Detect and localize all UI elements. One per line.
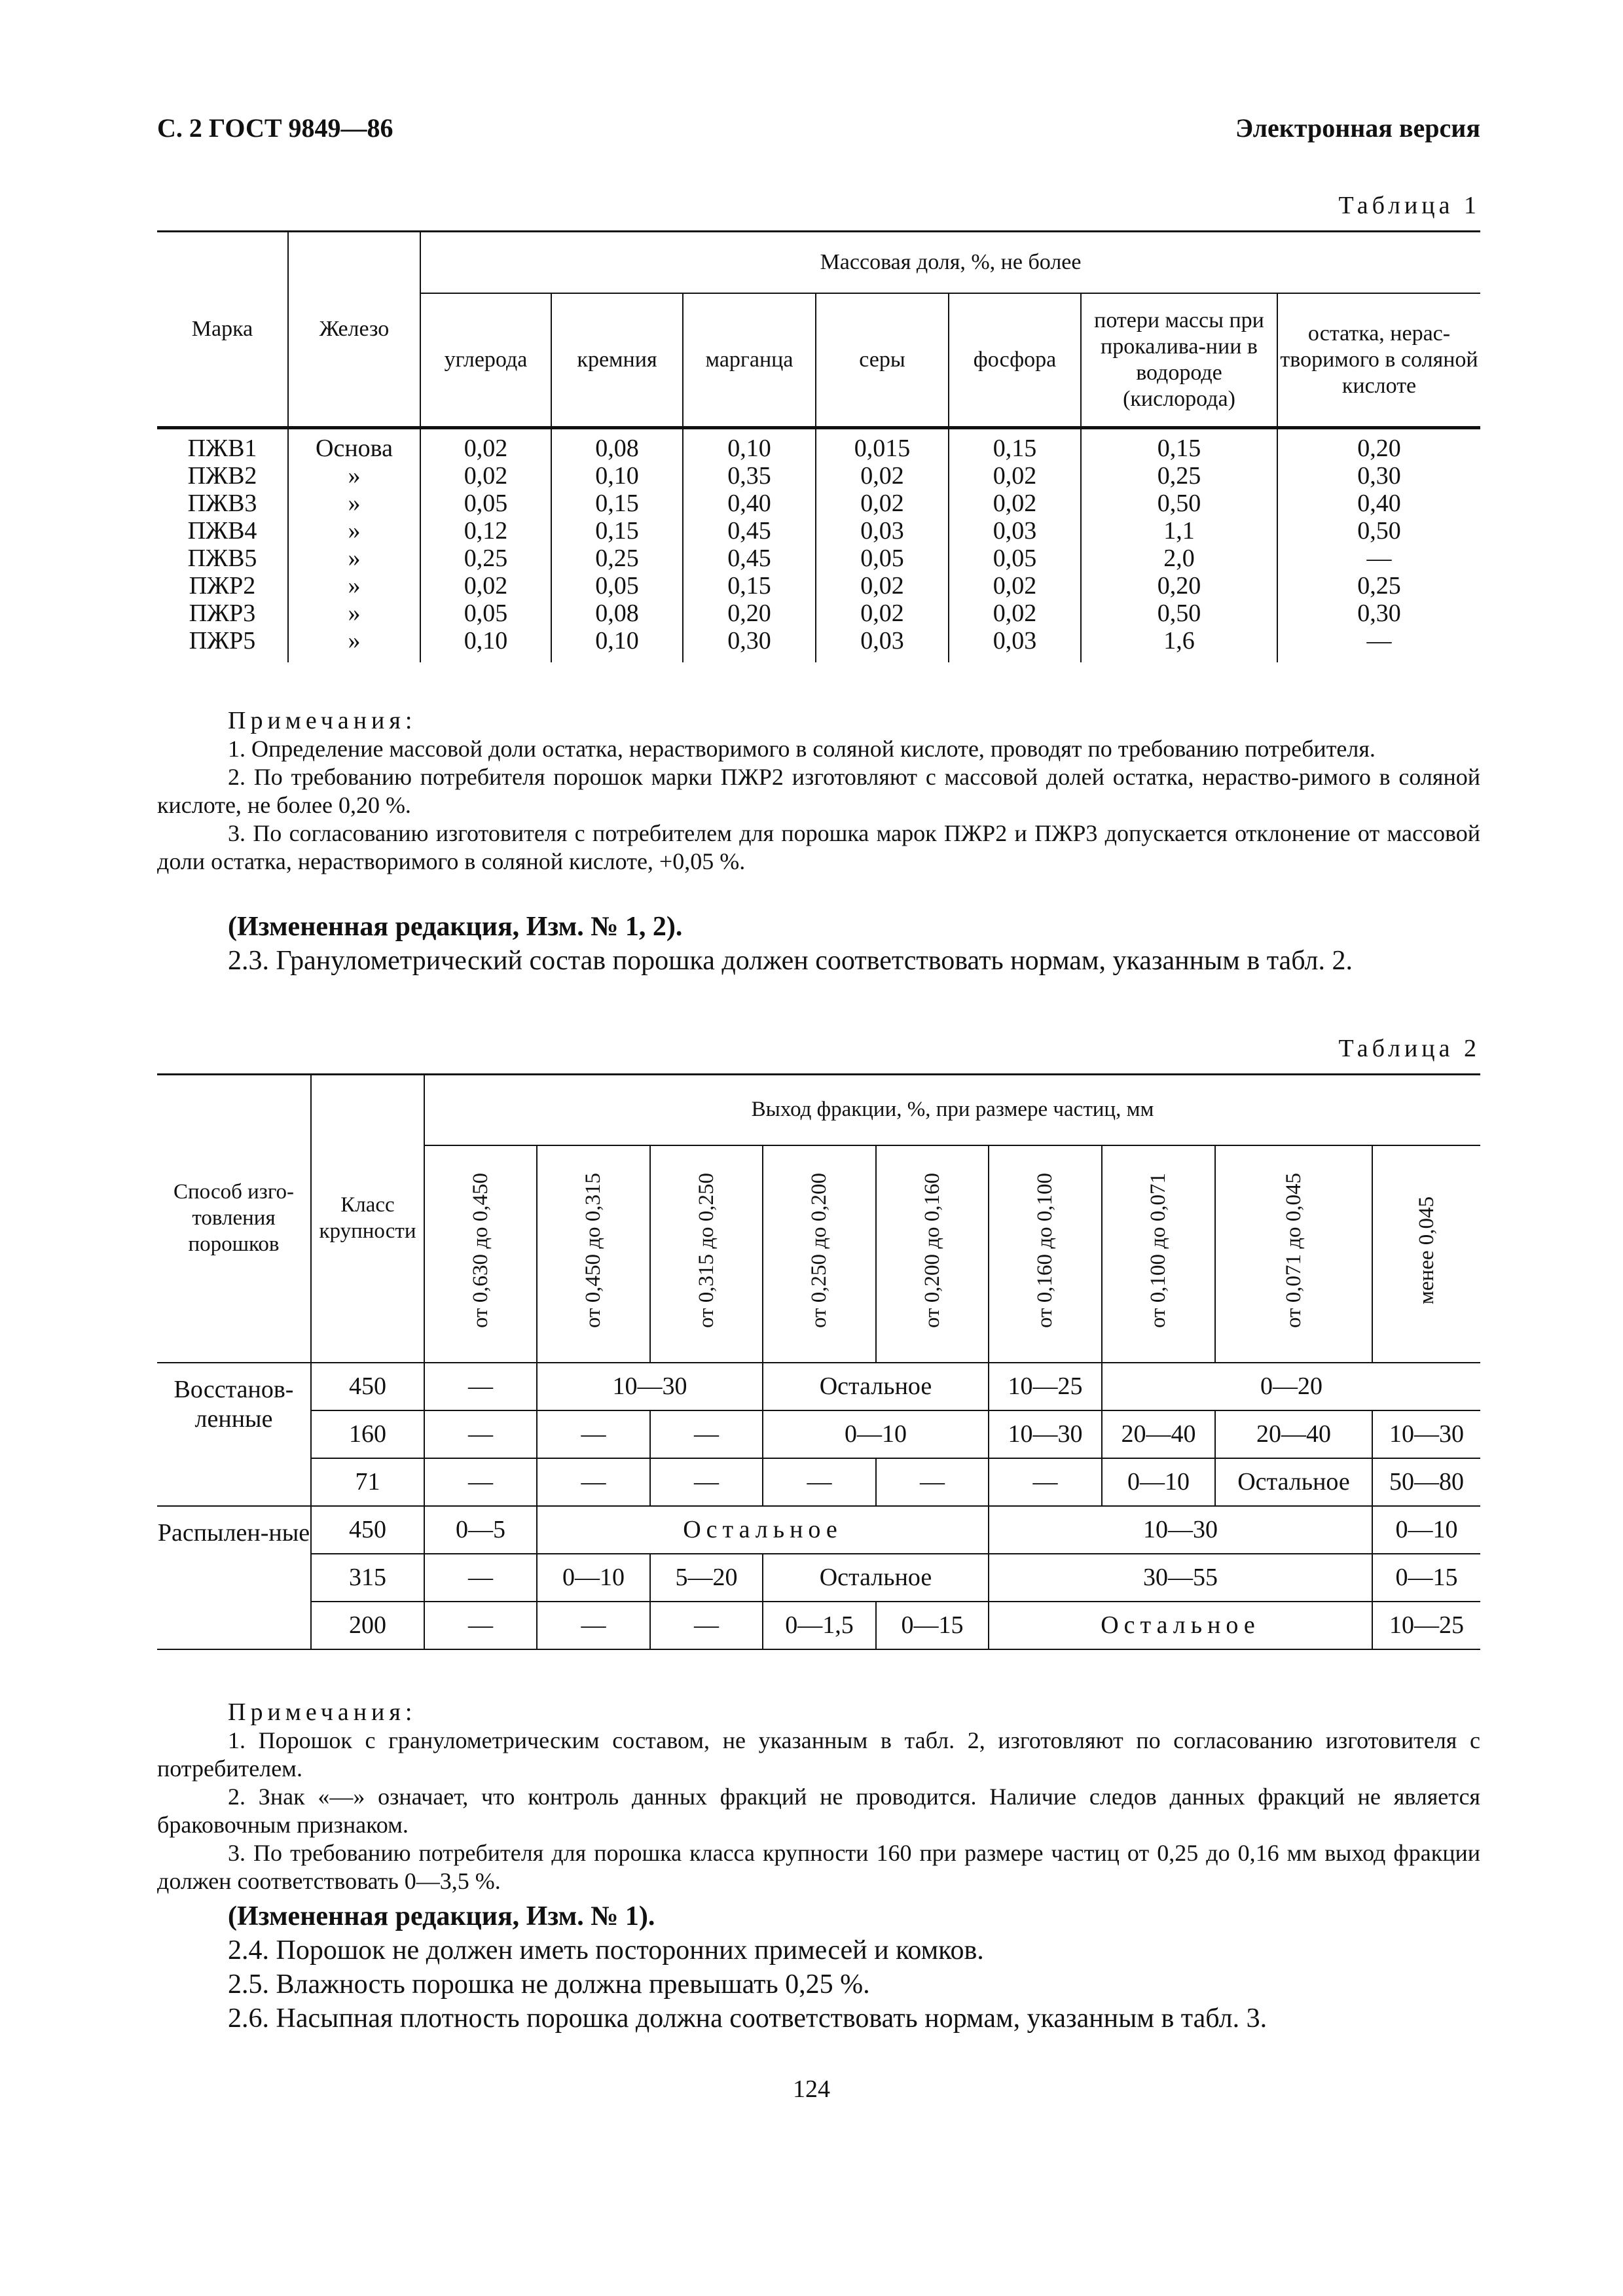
table-cell: 0,10 — [551, 627, 683, 662]
table-row — [157, 462, 1480, 490]
paragraph-2-3: 2.3. Гранулометрический состав порошка должен соответствовать нормам, указанным в табл. 2. — [228, 946, 1353, 976]
table-cell: 0—10 — [763, 1410, 989, 1458]
table-cell: 0,45 — [683, 517, 816, 545]
table-cell: 315 — [311, 1554, 424, 1602]
table-cell: 50—80 — [1372, 1458, 1480, 1506]
table-cell: 0,25 — [420, 545, 551, 572]
table-cell: 0—10 — [1102, 1458, 1215, 1506]
table-cell: 0,25 — [551, 545, 683, 572]
table-cell: 0,10 — [551, 462, 683, 490]
table-cell: » — [288, 600, 420, 627]
note-item: 2. Знак «—» означает, что контроль данных фракций не проводится. Наличие следов данных фракций не является браковочным признаком. — [157, 1784, 1480, 1838]
table1 — [157, 230, 1480, 662]
notes-heading: Примечания: — [228, 707, 417, 734]
table1-group-header: Массовая доля, %, не более — [420, 232, 1480, 293]
row-marka: ПЖР3 — [157, 600, 288, 627]
table-cell: 0—15 — [876, 1602, 989, 1649]
table-cell: 0,40 — [1277, 490, 1480, 517]
table-cell: 0,02 — [949, 490, 1081, 517]
table-cell: 0,15 — [949, 428, 1081, 463]
table1-header-iron: Железо — [288, 232, 420, 428]
table-cell: 450 — [311, 1506, 424, 1554]
table-cell: 0—10 — [1372, 1506, 1480, 1554]
table1-caption: Таблица 1 — [1338, 192, 1480, 219]
table-cell: 10—30 — [537, 1363, 763, 1410]
table-cell: — — [537, 1410, 650, 1458]
table-row — [157, 1554, 1480, 1602]
table-cell: 0,10 — [420, 627, 551, 662]
table-cell: — — [876, 1458, 989, 1506]
table-cell: — — [1277, 545, 1480, 572]
table-cell: — — [1277, 627, 1480, 662]
table-cell: 2,0 — [1081, 545, 1277, 572]
paragraph-2-6: 2.6. Насыпная плотность порошка должна соответствовать нормам, указанным в табл. 3. — [228, 2003, 1267, 2034]
table-cell: Остальное — [1215, 1458, 1372, 1506]
table-cell: 0,02 — [816, 490, 949, 517]
table-cell: 160 — [311, 1410, 424, 1458]
table-cell: — — [650, 1410, 763, 1458]
table-cell: 30—55 — [989, 1554, 1372, 1602]
table-cell: 0,05 — [420, 490, 551, 517]
table2-notes — [157, 1698, 1480, 1895]
table2 — [157, 1073, 1480, 1650]
table-cell: — — [537, 1458, 650, 1506]
table1-subheader: марганца — [683, 293, 816, 428]
row-marka: ПЖВ1 — [157, 428, 288, 463]
table2-fraction-header: от 0,450 до 0,315 — [537, 1145, 650, 1363]
table-cell: 0—20 — [1102, 1363, 1480, 1410]
table-cell: 0—15 — [1372, 1554, 1480, 1602]
row-marka: ПЖР2 — [157, 572, 288, 600]
table-cell: 0,15 — [551, 490, 683, 517]
table2-header-method: Способ изго-товления порошков — [157, 1075, 311, 1363]
table-row — [157, 1410, 1480, 1458]
amendment-note: (Измененная редакция, Изм. № 1, 2). — [228, 912, 683, 942]
table-cell: 0,02 — [816, 462, 949, 490]
table-cell: 0,25 — [1277, 572, 1480, 600]
table-cell: — — [650, 1602, 763, 1649]
table-cell: 0,15 — [683, 572, 816, 600]
table-cell: 450 — [311, 1363, 424, 1410]
table-cell: Остальное — [763, 1554, 989, 1602]
table-cell: 0,02 — [949, 600, 1081, 627]
table-row — [157, 517, 1480, 545]
row-marka: ПЖВ4 — [157, 517, 288, 545]
table-cell: 0,02 — [816, 600, 949, 627]
table-cell: 0,35 — [683, 462, 816, 490]
table-cell: 0,05 — [949, 545, 1081, 572]
table-cell: 10—30 — [1372, 1410, 1480, 1458]
table-cell: 0,02 — [420, 462, 551, 490]
table-cell: 0,08 — [551, 600, 683, 627]
table-cell: 0,03 — [949, 517, 1081, 545]
table-row — [157, 428, 1480, 463]
table-cell: 0,20 — [683, 600, 816, 627]
table-row — [157, 600, 1480, 627]
table-cell: 10—25 — [1372, 1602, 1480, 1649]
table2-group-label: Восстанов-ленные — [157, 1363, 311, 1506]
row-marka: ПЖР5 — [157, 627, 288, 662]
row-marka: ПЖВ2 — [157, 462, 288, 490]
note-item: 1. Порошок с гранулометрическим составом, не указанным в табл. 2, изготовляют по согласованию изготовителя с потребителем. — [157, 1727, 1480, 1782]
table-row — [157, 1602, 1480, 1649]
table2-group-header: Выход фракции, %, при размере частиц, мм — [424, 1075, 1480, 1145]
table-cell: 0,03 — [949, 627, 1081, 662]
table2-fraction-header: от 0,630 до 0,450 — [424, 1145, 537, 1363]
table-cell: 0,30 — [683, 627, 816, 662]
table-cell: » — [288, 572, 420, 600]
page-header-right: Электронная версия — [1235, 113, 1480, 143]
table-cell: 20—40 — [1215, 1410, 1372, 1458]
table-cell: 0,05 — [420, 600, 551, 627]
table-cell: » — [288, 462, 420, 490]
table-cell: 10—30 — [989, 1506, 1372, 1554]
table-cell: 0,40 — [683, 490, 816, 517]
table-cell: — — [424, 1554, 537, 1602]
row-marka: ПЖВ3 — [157, 490, 288, 517]
note-item: 2. По требованию потребителя порошок марки ПЖР2 изготовляют с массовой долей остатка, нераство-римого в соляной кислоте, не более 0,20 %. — [157, 764, 1480, 818]
amendment-note: (Измененная редакция, Изм. № 1). — [228, 1901, 655, 1931]
table-cell: — — [650, 1458, 763, 1506]
table-cell: Остальное — [537, 1506, 989, 1554]
table-cell: 10—25 — [989, 1363, 1102, 1410]
note-item: 1. Определение массовой доли остатка, нерастворимого в соляной кислоте, проводят по требованию потребителя. — [228, 736, 1376, 762]
table-cell: 71 — [311, 1458, 424, 1506]
row-marka: ПЖВ5 — [157, 545, 288, 572]
table-cell: 0,05 — [816, 545, 949, 572]
table-cell: 0,10 — [683, 428, 816, 463]
table1-notes — [157, 707, 1480, 876]
table-cell: 0,05 — [551, 572, 683, 600]
table-cell: 0,50 — [1081, 490, 1277, 517]
table-cell: Остальное — [763, 1363, 989, 1410]
table1-header-marka: Марка — [157, 232, 288, 428]
table-cell: 0,02 — [420, 572, 551, 600]
table-cell: 0,25 — [1081, 462, 1277, 490]
table-cell: 5—20 — [650, 1554, 763, 1602]
table-cell: — — [424, 1458, 537, 1506]
table-row — [157, 1363, 1480, 1410]
table-cell: 0,30 — [1277, 462, 1480, 490]
table-cell: 0,02 — [816, 572, 949, 600]
table-cell: 0,15 — [1081, 428, 1277, 463]
table-row — [157, 1458, 1480, 1506]
paragraph-2-4: 2.4. Порошок не должен иметь посторонних примесей и комков. — [228, 1935, 984, 1965]
table1-subheader: серы — [816, 293, 949, 428]
table1-subheader: кремния — [551, 293, 683, 428]
table-cell: 0,50 — [1081, 600, 1277, 627]
table-cell: Остальное — [989, 1602, 1372, 1649]
table-cell: » — [288, 627, 420, 662]
table2-fraction-header: от 0,071 до 0,045 — [1215, 1145, 1372, 1363]
table-cell: — — [424, 1410, 537, 1458]
table-cell: 10—30 — [989, 1410, 1102, 1458]
table-row — [157, 1506, 1480, 1554]
table-row — [157, 572, 1480, 600]
table-cell: 0—10 — [537, 1554, 650, 1602]
page-header-left: С. 2 ГОСТ 9849—86 — [157, 113, 393, 143]
table2-fraction-header: от 0,315 до 0,250 — [650, 1145, 763, 1363]
table-cell: 0—5 — [424, 1506, 537, 1554]
table-cell: — — [424, 1602, 537, 1649]
table-cell: 0,08 — [551, 428, 683, 463]
table-cell: — — [989, 1458, 1102, 1506]
note-item: 3. По требованию потребителя для порошка класса крупности 160 при размере частиц от 0,25 до 0,16 мм выход фракции должен соответствовать 0—3,5 %. — [157, 1840, 1480, 1894]
table2-fraction-header: менее 0,045 — [1372, 1145, 1480, 1363]
table-cell: 0—1,5 — [763, 1602, 876, 1649]
table1-subheader: остатка, нерас-творимого в соляной кислоте — [1277, 293, 1480, 428]
section-2-3 — [157, 910, 1480, 978]
paragraph-2-5: 2.5. Влажность порошка не должна превышать 0,25 %. — [228, 1969, 870, 2000]
table-cell: 0,03 — [816, 627, 949, 662]
table2-caption: Таблица 2 — [1338, 1035, 1480, 1062]
note-item: 3. По согласованию изготовителя с потребителем для порошка марок ПЖР2 и ПЖР3 допускается отклонение от массовой доли остатка, нерастворимого в соляной кислоте, +0,05 %. — [157, 820, 1480, 874]
table-cell: — — [537, 1602, 650, 1649]
table-cell: — — [424, 1363, 537, 1410]
table-row — [157, 627, 1480, 662]
table-cell: 0,20 — [1081, 572, 1277, 600]
table-cell: » — [288, 490, 420, 517]
table-cell: 0,20 — [1277, 428, 1480, 463]
table-cell: Основа — [288, 428, 420, 463]
table-cell: 0,45 — [683, 545, 816, 572]
table2-group-label: Распылен-ные — [157, 1506, 311, 1649]
table-cell: — — [763, 1458, 876, 1506]
table-cell: 0,015 — [816, 428, 949, 463]
table1-subheader: потери массы при прокалива-нии в водороде (кислорода) — [1081, 293, 1277, 428]
table-cell: 0,30 — [1277, 600, 1480, 627]
table-row — [157, 545, 1480, 572]
table2-fraction-header: от 0,200 до 0,160 — [876, 1145, 989, 1363]
table-cell: 0,03 — [816, 517, 949, 545]
table-cell: 0,02 — [949, 462, 1081, 490]
table-cell: 0,50 — [1277, 517, 1480, 545]
sections-2-4-to-2-6 — [157, 1899, 1480, 2036]
table-cell: 1,1 — [1081, 517, 1277, 545]
table1-subheader: углерода — [420, 293, 551, 428]
table-cell: 1,6 — [1081, 627, 1277, 662]
table-cell: 0,02 — [420, 428, 551, 463]
table-cell: 200 — [311, 1602, 424, 1649]
table-cell: 20—40 — [1102, 1410, 1215, 1458]
table2-fraction-header: от 0,100 до 0,071 — [1102, 1145, 1215, 1363]
table2-fraction-header: от 0,250 до 0,200 — [763, 1145, 876, 1363]
table2-header-class: Класс крупности — [311, 1075, 424, 1363]
table-cell: 0,02 — [949, 572, 1081, 600]
table2-fraction-header: от 0,160 до 0,100 — [989, 1145, 1102, 1363]
table-cell: 0,12 — [420, 517, 551, 545]
table-cell: 0,15 — [551, 517, 683, 545]
table-row — [157, 490, 1480, 517]
page-number: 124 — [793, 2075, 830, 2103]
notes-heading: Примечания: — [228, 1698, 417, 1726]
table-cell: » — [288, 545, 420, 572]
table-cell: » — [288, 517, 420, 545]
table1-subheader: фосфора — [949, 293, 1081, 428]
